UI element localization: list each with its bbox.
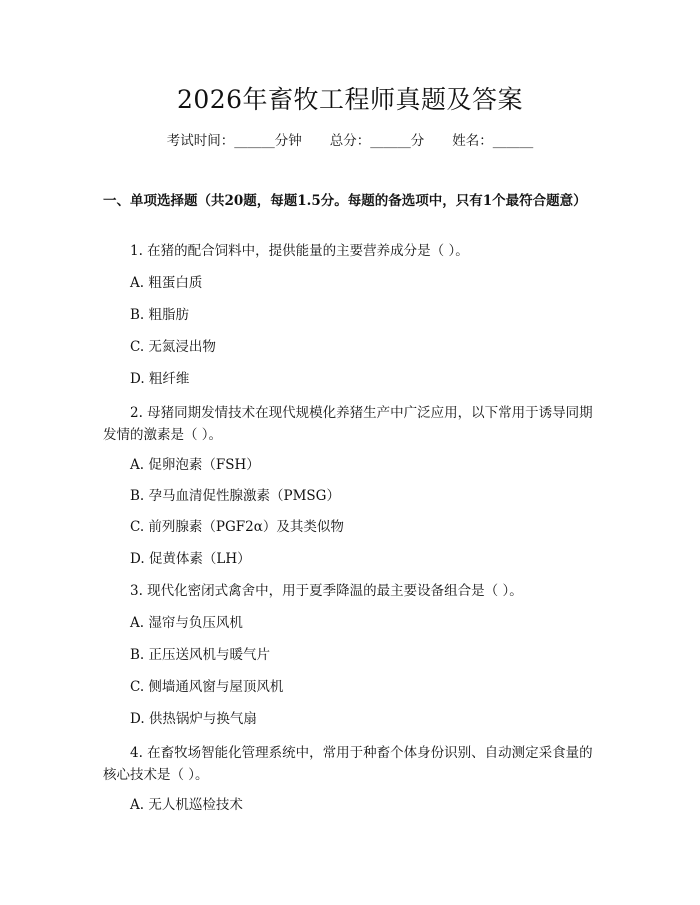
question-2-option-a: A. 促卵泡素（FSH）: [130, 457, 260, 473]
question-1-option-b: B. 粗脂肪: [130, 307, 190, 323]
question-3-option-b: B. 正压送风机与暖气片: [130, 647, 271, 663]
question-2-option-d: D. 促黄体素（LH）: [130, 551, 251, 567]
question-1-option-d: D. 粗纤维: [130, 371, 190, 387]
question-4-stem: 4. 在畜牧场智能化管理系统中，常用于种畜个体身份识别、自动测定采食量的核心技术是（ ）。: [103, 745, 593, 783]
name-field: 姓名：______: [452, 133, 534, 149]
question-1-option-c: C. 无氮浸出物: [130, 339, 216, 355]
document-title: 2026年畜牧工程师真题及答案: [176, 85, 524, 114]
question-3-option-a: A. 湿帘与负压风机: [130, 615, 243, 631]
question-3-option-d: D. 供热锅炉与换气扇: [130, 711, 257, 727]
question-4-option-a: A. 无人机巡检技术: [130, 797, 243, 813]
section-heading: 一、单项选择题（共20题，每题1.5分。每题的备选项中，只有1个最符合题意）: [103, 193, 587, 209]
exam-time-field: 考试时间：______分钟: [166, 133, 302, 149]
question-2-option-c: C. 前列腺素（PGF2α）及其类似物: [130, 519, 344, 535]
question-3-stem: 3. 现代化密闭式禽舍中，用于夏季降温的最主要设备组合是（ ）。: [130, 583, 523, 599]
question-1-stem: 1. 在猪的配合饲料中，提供能量的主要营养成分是（ ）。: [130, 243, 469, 259]
question-2-option-b: B. 孕马血清促性腺激素（PMSG）: [130, 488, 340, 504]
total-score-field: 总分：______分: [329, 133, 425, 149]
question-3-option-c: C. 侧墙通风窗与屋顶风机: [130, 679, 284, 695]
question-1-option-a: A. 粗蛋白质: [130, 275, 203, 291]
exam-meta-line: [0, 131, 700, 151]
question-2-stem: 2. 母猪同期发情技术在现代规模化养猪生产中广泛应用，以下常用于诱导同期发情的激素是（ ）。: [103, 405, 593, 443]
